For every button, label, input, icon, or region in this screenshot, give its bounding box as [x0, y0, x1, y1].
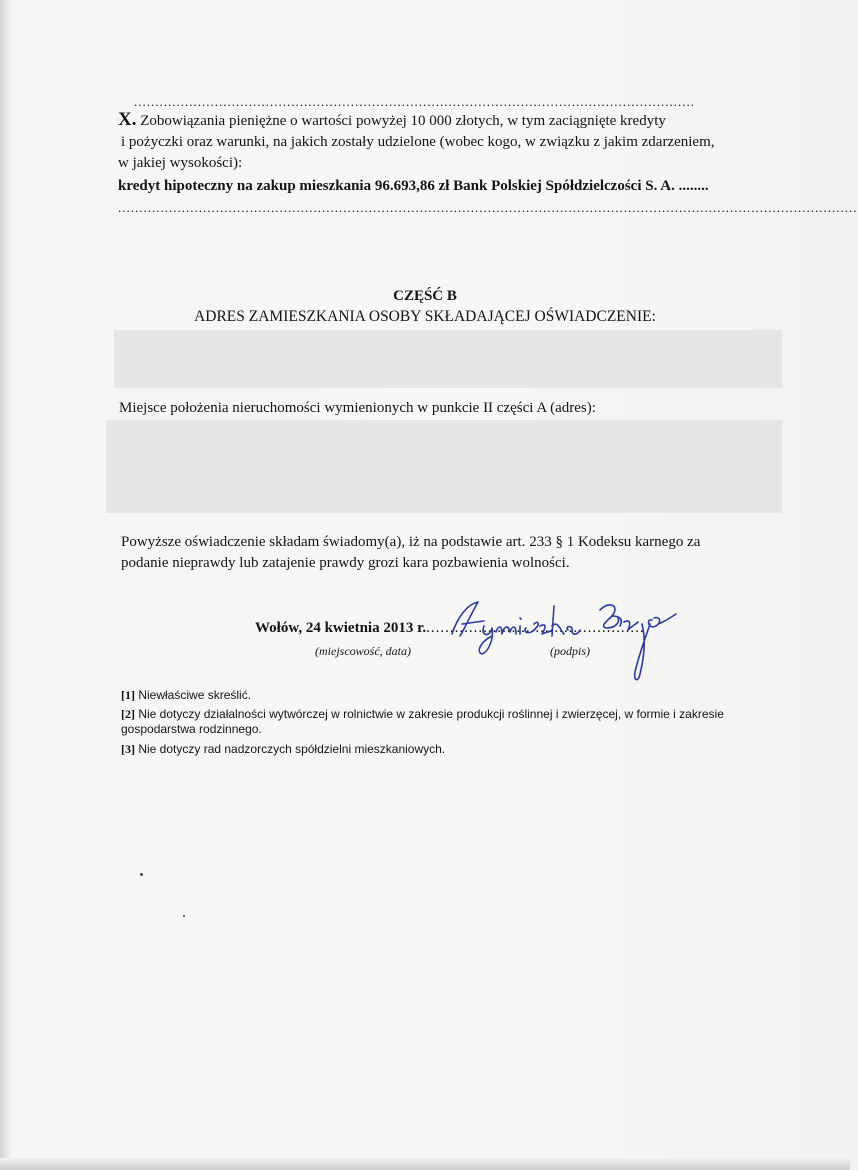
scan-bottom-edge	[0, 1158, 850, 1170]
footnote-3	[121, 742, 445, 757]
footnote-2	[121, 707, 724, 722]
footnote-1-mark: [1]	[121, 688, 135, 702]
place-date-value: Wołów, 24 kwietnia 2013 r.	[255, 620, 427, 636]
declaration-line2: podanie nieprawdy lub zatajenie prawdy grozi kara pozbawienia wolności.	[121, 555, 570, 571]
redacted-property-address	[106, 420, 782, 513]
dotted-line-answer: ..............................................................................................................................................................................	[118, 200, 858, 215]
place-date: Wołów, 24 kwietnia 2013 r...............................................	[255, 620, 645, 636]
property-location-label: Miejsce położenia nieruchomości wymienionych w punkcie II części A (adres):	[119, 400, 596, 416]
part-b-heading: CZĘŚĆ B	[393, 288, 457, 304]
scan-speck	[140, 873, 143, 876]
footnote-3-mark: [3]	[121, 742, 135, 756]
place-date-label: (miejscowość, data)	[315, 644, 411, 658]
declaration-line1: Powyższe oświadczenie składam świadomy(a), iż na podstawie art. 233 § 1 Kodeksu karnego za	[121, 534, 701, 550]
redacted-address	[114, 330, 782, 388]
footnote-3-text: Nie dotyczy rad nadzorczych spółdzielni mieszkaniowych.	[138, 742, 446, 756]
footnote-1-text: Niewłaściwe skreślić.	[138, 688, 252, 702]
section-x-numeral: X.	[118, 109, 137, 130]
dotted-line-top: ....................................................................................................................................	[134, 94, 695, 109]
section-x-answer: kredyt hipoteczny na zakup mieszkania 96.693,86 zł Bank Polskiej Spółdzielczości S. A. ........	[118, 178, 709, 194]
footnote-2-text: Nie dotyczy działalności wytwórczej w rolnictwie w zakresie produkcji roślinnej i zwierzęcej, w formie i zakresie	[138, 707, 724, 721]
footnote-2-continued: gospodarstwa rodzinnego.	[121, 722, 262, 736]
scan-speck	[183, 915, 185, 917]
signature-label: (podpis)	[550, 644, 590, 658]
section-x-line1	[118, 110, 666, 131]
section-x-line2: i pożyczki oraz warunki, na jakich zostały udzielone (wobec kogo, w związku z jakim zdarzeniem,	[121, 134, 715, 150]
footnote-2-mark: [2]	[121, 707, 135, 721]
section-x-line3: w jakiej wysokości):	[118, 155, 243, 171]
section-x-title: Zobowiązania pieniężne o wartości powyżej 10 000 złotych, w tym zaciągnięte kredyty	[140, 113, 666, 129]
scan-left-edge	[0, 0, 10, 1170]
footnote-1	[121, 688, 251, 703]
handwritten-signature	[440, 596, 690, 686]
part-b-subheading: ADRES ZAMIESZKANIA OSOBY SKŁADAJĄCEJ OŚWIADCZENIE:	[194, 308, 656, 325]
